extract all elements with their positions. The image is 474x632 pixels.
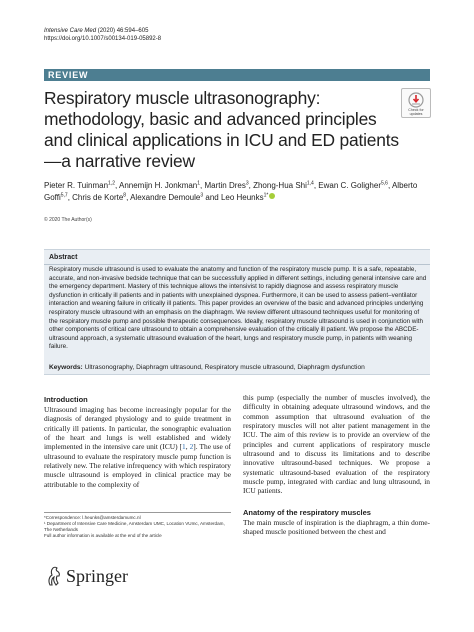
check-updates-icon <box>408 92 424 108</box>
keywords-label: Keywords: <box>49 364 83 371</box>
copyright-notice: © 2020 The Author(s) <box>44 217 92 223</box>
check-updates-line1: Check for <box>408 108 424 112</box>
author-separator: , <box>313 181 319 190</box>
author-separator: , <box>248 181 254 190</box>
orcid-icon[interactable] <box>269 193 275 199</box>
doi-link[interactable]: https://doi.org/10.1007/s00134-019-05892-8 <box>44 36 162 42</box>
author-name: Martin Dres <box>204 181 246 190</box>
abstract-heading: Abstract <box>49 254 78 261</box>
right-column-paragraph: this pump (especially the number of muscles involved), the difficulty in obtaining adequate ultrasound windows, and the common assumption that ultrasound evaluation of the respiratory muscles will not alter patient management in the ICU. The aim of this review is to provide an overview of the principles and current applications of respiratory muscle ultrasound and to discuss its limitations and to describe innovative ultrasound-based techniques. We propose a systematic ultrasound-based evaluation of the respiratory muscle pump, integrated with cardiac and lung ultrasound, in ICU patients. <box>243 393 430 496</box>
abstract-divider <box>44 264 430 265</box>
author-name: Leo Heunks <box>220 193 264 202</box>
article-title: Respiratory muscle ultrasonography: methodology, basic and advanced principles and clinical applications in ICU and ED patients—a narrative review <box>44 88 399 171</box>
citation-separator: , <box>185 442 190 452</box>
footnotes <box>44 512 231 539</box>
intro-text-part2: ]. The use of ultrasound to evaluate the respiratory muscle pump function is relatively new. The relative infrequency with which respiratory muscle ultrasound is employed in clinical practice may be attributable to the complexity of <box>44 442 231 489</box>
article-type-band <box>44 69 430 81</box>
author-name: Alexandre Demoule <box>130 193 201 202</box>
right-column <box>243 393 430 536</box>
citation-link-1[interactable]: 1 <box>182 442 186 452</box>
affiliation-note: ¹ Department of Intensive Care Medicine, Amsterdam UMC, Location VUmc, Amsterdam, The Netherlands <box>44 521 225 533</box>
author-affiliation: 8 <box>123 192 127 199</box>
anatomy-paragraph: The main muscle of inspiration is the diaphragm, a thin dome-shaped muscle positioned between the chest and <box>243 517 430 537</box>
author-affiliation: 1,2 <box>108 180 115 187</box>
introduction-paragraph <box>44 405 231 489</box>
author-name: Chris de Korte <box>72 193 124 202</box>
author-affiliation: 1,4 <box>306 180 314 187</box>
keywords-list: Ultrasonography, Diaphragm ultrasound, Respiratory muscle ultrasound, Diaphragm dysfunction <box>84 364 365 371</box>
intro-text-part1: Ultrasound imaging has become increasingly popular for the diagnosis of deranged physiology and to guide treatment in critically ill patients. In particular, the sonographic evaluation of the heart and lungs is well established and widely implemented in the intensive care unit (ICU) [ <box>44 405 231 452</box>
check-updates-line2: updates <box>409 112 423 116</box>
author-separator: , <box>67 193 73 202</box>
author-name: Zhong-Hua Shi <box>253 181 307 190</box>
author-separator: , <box>387 181 392 190</box>
citation-link-2[interactable]: 2 <box>189 442 194 452</box>
author-separator: , <box>126 193 131 202</box>
left-column <box>44 395 231 489</box>
author-list <box>44 180 430 204</box>
author-affiliation: 5,7 <box>60 192 68 199</box>
springer-horse-icon <box>44 565 64 587</box>
journal-citation: (2020) 46:594–605 <box>97 28 149 34</box>
check-for-updates-button[interactable] <box>401 88 431 118</box>
journal-name: Intensive Care Med <box>44 28 97 34</box>
author-name: Pieter R. Tuinman <box>44 181 109 190</box>
author-affiliation: 3 <box>245 180 249 187</box>
author-affiliation: 1 <box>197 180 201 187</box>
author-affiliation: 3 <box>200 192 204 199</box>
correspondence-note[interactable]: *Correspondence: l.heunks@amsterdamumc.nl <box>44 515 141 520</box>
introduction-heading: Introduction <box>44 395 88 404</box>
author-name: Annemijn H. Jonkman <box>119 181 198 190</box>
keywords <box>49 363 427 372</box>
journal-header <box>44 27 161 43</box>
anatomy-heading: Anatomy of the respiratory muscles <box>243 507 371 517</box>
author-name: Alberto Goffi <box>44 181 418 202</box>
full-info-note: Full author information is available at the end of the article <box>44 533 162 539</box>
author-separator: and <box>203 193 221 202</box>
publisher-name: Springer <box>66 566 128 586</box>
abstract-text: Respiratory muscle ultrasound is used to evaluate the anatomy and function of the respiratory muscle pump. It is a safe, repeatable, accurate, and non-invasive bedside technique that can be successfully applied in different settings, including general intensive care and the emergency department. Mastery of this technique allows the intensivist to rapidly diagnose and assess respiratory muscle dysfunction in critically ill patients and in patients with unexplained dyspnea. Furthermore, it can be used to assess patient–ventilator interaction and weaning failure in critically ill patients. This paper provides an overview of the basic and advanced principles underlying respiratory muscle ultrasound with an emphasis on the diaphragm. We review different ultrasound techniques useful for monitoring of the respiratory muscle pump and possible therapeutic consequences. Ideally, respiratory muscle ultrasound is used in conjunction with other components of critical care ultrasound to obtain a comprehensive evaluation of the critically ill patient. We propose the ABCDE-ultrasound approach, a systematic ultrasound evaluation of the heart, lungs and respiratory muscle pump, in patients with weaning failure. <box>49 266 427 351</box>
author-separator: , <box>114 181 119 190</box>
article-type-label: REVIEW <box>48 70 89 80</box>
author-separator: , <box>200 181 205 190</box>
author-name: Ewan C. Goligher <box>318 181 381 190</box>
author-affiliation: 1* <box>263 192 269 199</box>
abstract-box <box>44 249 430 375</box>
author-affiliation: 5,6 <box>381 180 388 187</box>
